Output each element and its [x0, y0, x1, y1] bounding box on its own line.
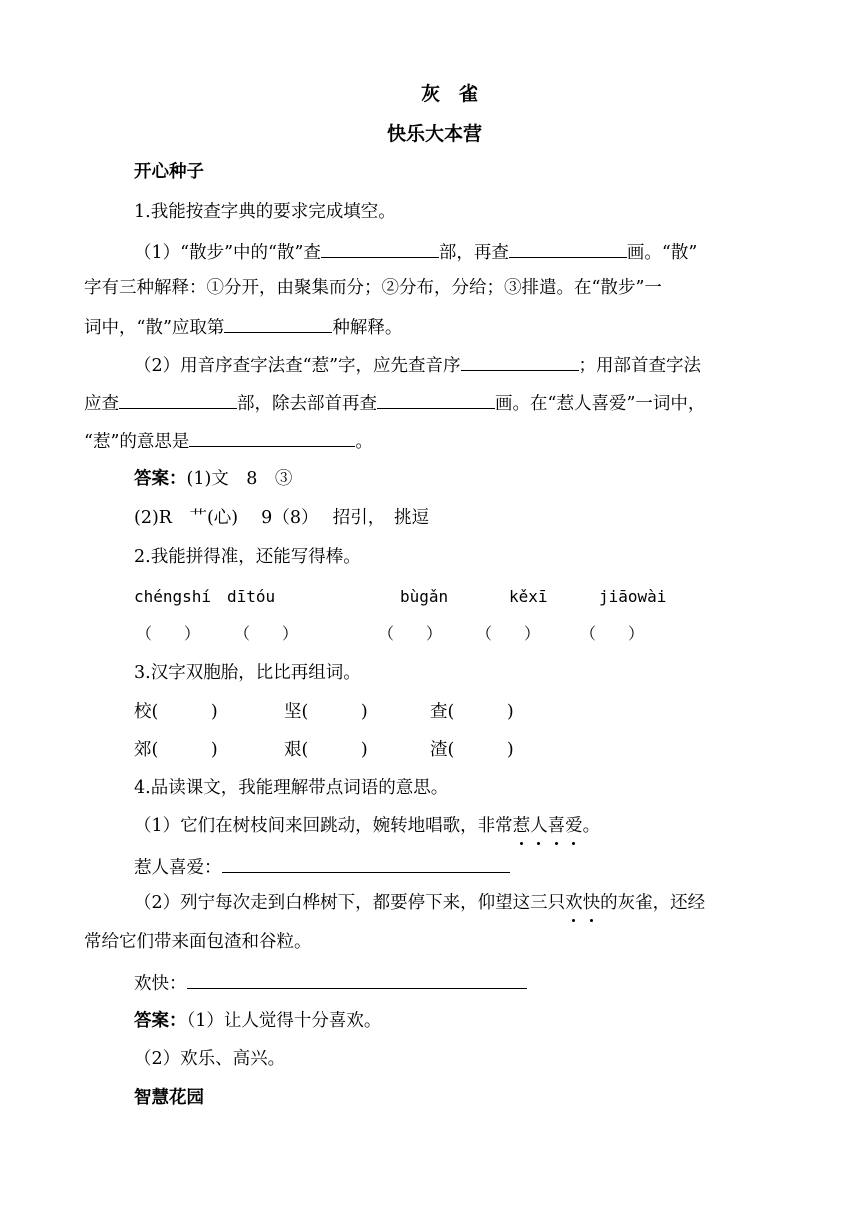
q1-part2-line3-text-a: “惹”的意思是 [84, 432, 190, 452]
q2-answer-box-1[interactable]: （ ） [136, 624, 201, 643]
q4-answer-line1 [134, 1009, 381, 1033]
q4-label-2: 欢快： [134, 974, 187, 994]
q1-answer-2: (2)R 艹(心) 9（8） 招引， 挑逗 [134, 508, 430, 528]
q1-part1-line2: 字有三种解释：①分开，由聚集而分；②分布，分给；③排遣。在“散步”一 [84, 278, 662, 298]
dotted-char: 欢 [565, 893, 583, 913]
q4-sentence-2-line2: 常给它们带来面包渣和谷粒。 [84, 932, 312, 952]
q4-sentence-1-end: 。 [582, 816, 601, 836]
q1-part2-line2-text-a: 应查 [84, 394, 119, 414]
q1-part2-line2 [84, 390, 705, 416]
dotted-char: 快 [582, 893, 601, 913]
q1-blank-meaning[interactable] [224, 314, 332, 333]
dotted-char: 惹 [512, 816, 531, 836]
q4-sentence-2-end: 的灰雀，还经 [600, 893, 706, 913]
q4-answer-line-2 [134, 970, 527, 996]
q4-sentence-2 [134, 891, 705, 915]
q1-answer-line1 [134, 467, 292, 491]
q3-title: 3.汉字双胞胎，比比再组词。 [134, 663, 361, 683]
q2-pinyin-5: jiāowài [599, 587, 667, 606]
q2-pinyin-4: kěxī [509, 587, 548, 606]
q1-part1-text-b: 部，再查 [438, 243, 509, 263]
q4-sentence-1-text: （1）它们在树枝间来回跳动，婉转地唱歌，非常 [134, 816, 513, 836]
q4-blank-1[interactable] [222, 854, 510, 873]
q4-answer-1: （1）让人觉得十分喜欢。 [186, 1011, 382, 1031]
q2-answer-box-4[interactable]: （ ） [476, 624, 541, 643]
section-heading-wisdom-garden: 智慧花园 [134, 1088, 204, 1108]
q2-answer-box-5[interactable]: （ ） [580, 624, 645, 643]
q1-part2-text-b: ；用部首查字法 [578, 356, 702, 376]
q3-pair-1-a[interactable]: 校( ) [134, 702, 218, 722]
dotted-char: 喜 [547, 816, 566, 836]
dotted-char: 人 [530, 816, 548, 836]
q2-title: 2.我能拼得准，还能写得棒。 [134, 547, 361, 567]
q1-blank-strokes-2[interactable] [377, 390, 495, 409]
q1-blank-meaning-2[interactable] [189, 428, 355, 447]
q4-label-1: 惹人喜爱： [134, 858, 222, 878]
q1-blank-index-letter[interactable] [461, 352, 579, 371]
q2-pinyin-1: chéngshí [134, 587, 212, 606]
q1-answer-1: (1)文 8 ③ [186, 469, 293, 489]
q1-blank-radical[interactable] [321, 239, 439, 258]
q4-blank-2[interactable] [187, 970, 527, 989]
q4-sentence-2-text: （2）列宁每次走到白桦树下，都要停下来，仰望这三只 [134, 893, 566, 913]
page-subtitle: 快乐大本营 [387, 123, 483, 145]
q3-pair-2-b[interactable]: 艰( ) [284, 740, 368, 760]
q4-answer-label: 答案： [134, 1011, 187, 1031]
q4-answer-line-1 [134, 854, 510, 880]
q1-title: 1.我能按查字典的要求完成填空。 [134, 202, 396, 222]
q1-part2-line1 [134, 352, 701, 378]
q4-sentence-1 [134, 814, 600, 838]
q2-pinyin-3: bùgǎn [400, 587, 449, 606]
q3-pair-1-b[interactable]: 郊( ) [134, 740, 218, 760]
q1-part2-line2-text-b: 部，除去部首再查 [237, 394, 377, 414]
q1-part2-line2-text-c: 画。在“惹人喜爱”一词中， [495, 394, 706, 414]
q1-part2-text-a: （2）用音序查字法查“惹”字，应先查音序 [134, 356, 461, 376]
q1-answer-label: 答案： [134, 469, 187, 489]
q1-blank-strokes[interactable] [509, 239, 627, 258]
q1-part2-line3-text-b: 。 [355, 432, 373, 452]
q1-blank-radical-2[interactable] [119, 390, 237, 409]
q4-answer-2: （2）欢乐、高兴。 [134, 1049, 286, 1069]
q4-title: 4.品读课文，我能理解带点词语的意思。 [134, 778, 449, 798]
page-title: 灰 雀 [421, 83, 479, 105]
q1-part1-line1 [134, 239, 697, 265]
q1-part1-text-c: 画。“散” [626, 243, 698, 263]
q2-answer-box-2[interactable]: （ ） [234, 624, 299, 643]
q2-answer-box-3[interactable]: （ ） [378, 624, 443, 643]
section-heading-happy-seeds: 开心种子 [134, 162, 204, 182]
q1-part1-line3 [84, 314, 402, 340]
dotted-char: 爱 [565, 816, 583, 836]
q2-pinyin-2: dītóu [227, 587, 276, 606]
q3-pair-3-b[interactable]: 渣( ) [430, 740, 514, 760]
q1-part1-line3-text-b: 种解释。 [332, 318, 403, 338]
q3-pair-2-a[interactable]: 坚( ) [284, 702, 368, 722]
q1-part1-text-a: （1）“散步”中的“散”查 [134, 243, 321, 263]
q3-pair-3-a[interactable]: 查( ) [430, 702, 514, 722]
q1-part2-line3 [84, 428, 373, 454]
q1-part1-line3-text-a: 词中，“散”应取第 [84, 318, 225, 338]
